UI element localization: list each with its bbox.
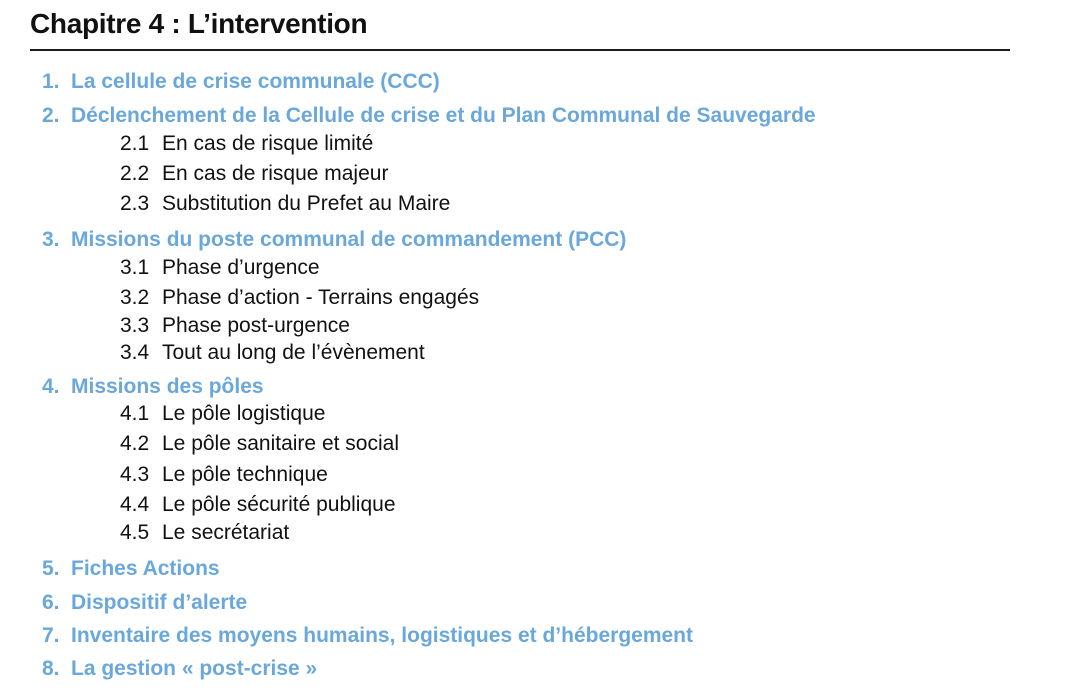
toc-subsection-3-3[interactable] [120, 315, 350, 336]
toc-section-number: 6. [42, 591, 60, 614]
toc-section-number: 8. [42, 657, 60, 680]
toc-subsection-2-3[interactable] [120, 193, 450, 214]
toc-section-number: 2. [42, 104, 60, 127]
toc-subsection-number: 4.5 [120, 521, 150, 544]
toc-subsection-label: Le pôle logistique [162, 402, 326, 425]
toc-subsection-label: Le pôle sécurité publique [162, 493, 396, 516]
toc-subsection-number: 4.1 [120, 402, 150, 425]
toc-subsection-number: 2.1 [120, 132, 150, 155]
toc-subsection-4-3[interactable] [120, 464, 328, 485]
toc-section-number: 1. [42, 70, 60, 93]
toc-subsection-label: Substitution du Prefet au Maire [162, 192, 451, 215]
toc-subsection-number: 2.2 [120, 162, 150, 185]
toc-section-label: Missions des pôles [71, 375, 264, 398]
toc-subsection-3-2[interactable] [120, 287, 479, 308]
toc-section-label: Dispositif d’alerte [71, 591, 248, 614]
toc-section-number: 5. [42, 557, 60, 580]
toc-subsection-label: En cas de risque limité [162, 132, 374, 155]
toc-subsection-label: Tout au long de l’évènement [162, 341, 425, 364]
chapter-title: Chapitre 4 : L’intervention [30, 8, 368, 39]
toc-section-number: 4. [42, 375, 60, 398]
toc-section-number: 3. [42, 228, 60, 251]
toc-section-8[interactable] [42, 658, 317, 679]
toc-subsection-label: Phase d’urgence [162, 256, 320, 279]
toc-subsection-number: 4.4 [120, 493, 150, 516]
toc-subsection-number: 4.3 [120, 463, 150, 486]
toc-subsection-number: 3.2 [120, 286, 150, 309]
toc-subsection-number: 4.2 [120, 432, 150, 455]
toc-subsection-label: Phase d’action - Terrains engagés [162, 286, 480, 309]
toc-section-3[interactable] [42, 229, 626, 250]
toc-subsection-4-5[interactable] [120, 522, 289, 543]
toc-subsection-number: 3.3 [120, 314, 150, 337]
toc-section-6[interactable] [42, 592, 247, 613]
toc-subsection-4-4[interactable] [120, 494, 396, 515]
toc-subsection-number: 3.1 [120, 256, 150, 279]
toc-section-7[interactable] [42, 625, 693, 646]
toc-subsection-label: En cas de risque majeur [162, 162, 389, 185]
toc-subsection-3-4[interactable] [120, 342, 425, 363]
toc-subsection-4-2[interactable] [120, 433, 399, 454]
toc-section-label: La gestion « post-crise » [71, 657, 318, 680]
toc-subsection-label: Phase post-urgence [162, 314, 350, 337]
toc-section-label: Fiches Actions [71, 557, 220, 580]
toc-subsection-number: 2.3 [120, 192, 150, 215]
toc-section-5[interactable] [42, 558, 220, 579]
toc-subsection-label: Le secrétariat [162, 521, 290, 544]
toc-subsection-label: Le pôle technique [162, 463, 328, 486]
toc-section-1[interactable] [42, 71, 440, 92]
toc-section-number: 7. [42, 624, 60, 647]
toc-section-label: Missions du poste communal de commandement (PCC) [71, 228, 627, 251]
toc-section-label: La cellule de crise communale (CCC) [71, 70, 440, 93]
toc-subsection-4-1[interactable] [120, 403, 325, 424]
toc-subsection-label: Le pôle sanitaire et social [162, 432, 399, 455]
toc-subsection-2-1[interactable] [120, 133, 373, 154]
toc-section-label: Inventaire des moyens humains, logistiques et d’hébergement [71, 624, 693, 647]
toc-section-4[interactable] [42, 376, 264, 397]
toc-section-2[interactable] [42, 105, 816, 126]
toc-section-label: Déclenchement de la Cellule de crise et du Plan Communal de Sauvegarde [71, 104, 816, 127]
toc-subsection-number: 3.4 [120, 341, 150, 364]
toc-subsection-2-2[interactable] [120, 163, 388, 184]
toc-subsection-3-1[interactable] [120, 257, 320, 278]
